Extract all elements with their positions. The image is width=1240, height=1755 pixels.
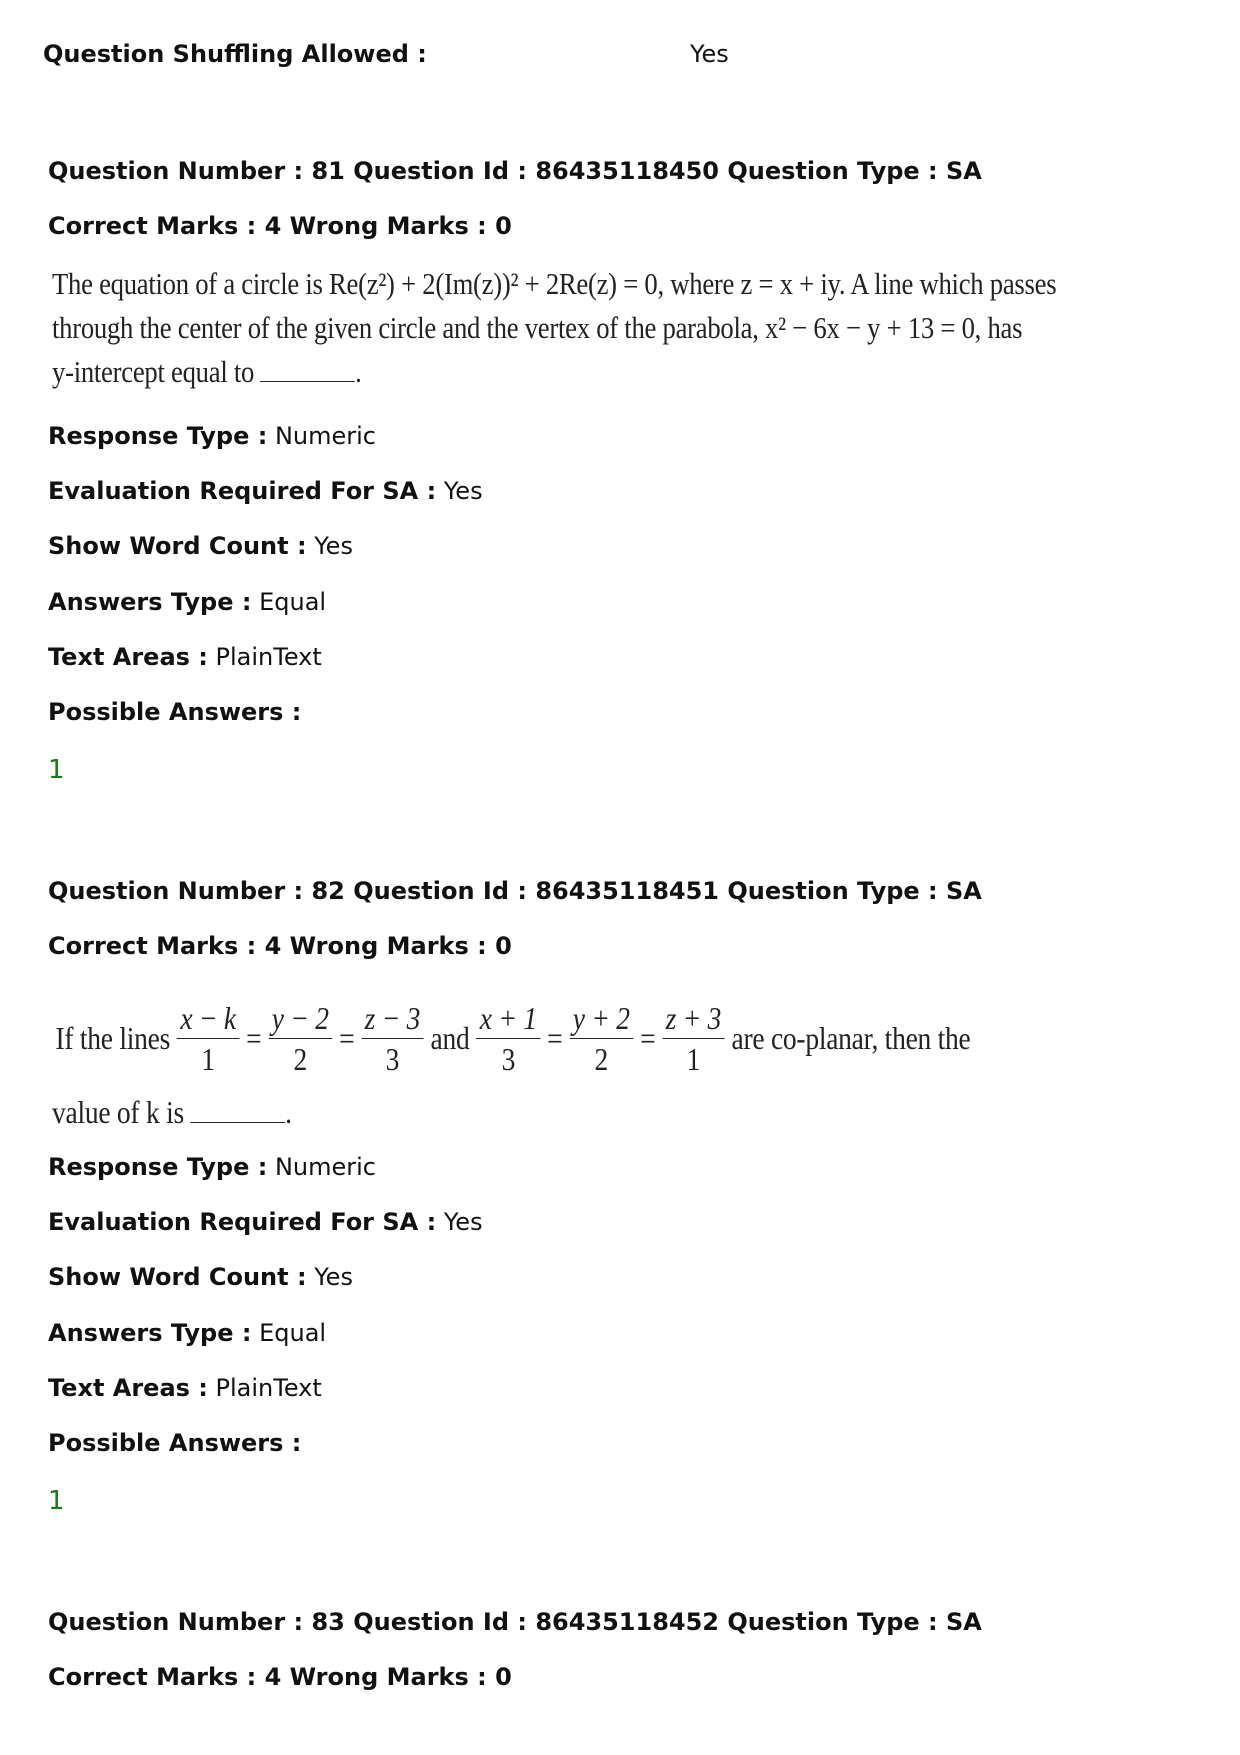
stem-text: value of k is: [52, 1094, 184, 1130]
shuffle-label: Question Shuffling Allowed :: [43, 40, 427, 68]
stem-text: y-intercept equal to: [52, 354, 255, 389]
fraction: $\frac{z - 3}{3}$: [361, 998, 423, 1079]
field-label: Answers Type :: [48, 1319, 252, 1347]
question-header: Question Number : 83 Question Id : 86435118452 Question Type : SA: [48, 1608, 982, 1636]
field-value: Numeric: [274, 1153, 376, 1181]
fraction: $\frac{y + 2}{2}$: [569, 998, 633, 1079]
evaluation-required: [48, 1208, 483, 1236]
field-label: Show Word Count :: [48, 532, 307, 560]
answers-type: [48, 1319, 326, 1347]
field-label: Evaluation Required For SA :: [48, 477, 437, 505]
possible-answers-label: [48, 1429, 301, 1457]
fraction: $\frac{x + 1}{3}$: [476, 998, 540, 1079]
answer-blank: [191, 1096, 286, 1123]
show-word-count: [48, 1263, 353, 1291]
evaluation-required: [48, 477, 483, 505]
question-header: Question Number : 81 Question Id : 86435118450 Question Type : SA: [48, 157, 982, 185]
field-value: Yes: [443, 1208, 483, 1236]
show-word-count: [48, 532, 353, 560]
field-label: Possible Answers :: [48, 1429, 302, 1457]
response-type: [48, 422, 376, 450]
stem-line: value of k is .: [52, 1094, 292, 1130]
question-stem: If the lines $\frac{x - k}{1}$ = $\frac{y - 2}{2}$ = $\frac{z - 3}{3}$ and $\frac{x + 1}{3}$ = $\frac{y + 2}{2}$ = $\frac{z + 3}{1}$ are co-planar, then the value of k is .: [52, 992, 974, 1134]
question-marks: Correct Marks : 4 Wrong Marks : 0: [48, 932, 512, 960]
stem-text: If the lines: [55, 1019, 171, 1056]
response-type: [48, 1153, 376, 1181]
field-label: Text Areas :: [48, 643, 208, 671]
fraction: $\frac{x - k}{1}$: [177, 998, 239, 1079]
stem-line: through the center of the given circle and the vertex of the parabola, x² − 6x − y + 13 = 0, has: [52, 310, 1023, 345]
field-label: Response Type :: [48, 1153, 268, 1181]
stem-line: y-intercept equal to .: [52, 354, 362, 389]
field-value: Yes: [314, 532, 353, 560]
field-value: Equal: [259, 1319, 327, 1347]
field-value: Numeric: [274, 422, 376, 450]
stem-text: and: [430, 1019, 470, 1056]
stem-line: The equation of a circle is Re(z²) + 2(Im(z))² + 2Re(z) = 0, where z = x + iy. A line which passes: [52, 266, 1057, 301]
field-value: Yes: [443, 477, 483, 505]
field-value: PlainText: [215, 1374, 322, 1402]
field-label: Text Areas :: [48, 1374, 208, 1402]
field-label: Evaluation Required For SA :: [48, 1208, 437, 1236]
field-label: Answers Type :: [48, 588, 252, 616]
question-marks: Correct Marks : 4 Wrong Marks : 0: [48, 1663, 512, 1691]
question-marks: Correct Marks : 4 Wrong Marks : 0: [48, 212, 512, 240]
answer-blank: [261, 355, 356, 382]
fraction: $\frac{z + 3}{1}$: [662, 998, 724, 1079]
field-value: PlainText: [215, 643, 322, 671]
field-label: Possible Answers :: [48, 698, 302, 726]
field-value: Equal: [259, 588, 327, 616]
field-label: Response Type :: [48, 422, 268, 450]
possible-answer-value: 1: [48, 755, 65, 785]
question-header: Question Number : 82 Question Id : 86435118451 Question Type : SA: [48, 877, 982, 905]
stem-text: are co-planar, then the: [731, 1019, 971, 1056]
field-label: Show Word Count :: [48, 1263, 307, 1291]
text-areas: [48, 1374, 322, 1402]
possible-answer-value: 1: [48, 1486, 65, 1516]
field-value: Yes: [314, 1263, 353, 1291]
shuffle-value: Yes: [690, 40, 729, 68]
text-areas: [48, 643, 322, 671]
possible-answers-label: [48, 698, 301, 726]
answers-type: [48, 588, 326, 616]
question-stem: [52, 262, 1056, 394]
fraction: $\frac{y - 2}{2}$: [268, 998, 332, 1079]
